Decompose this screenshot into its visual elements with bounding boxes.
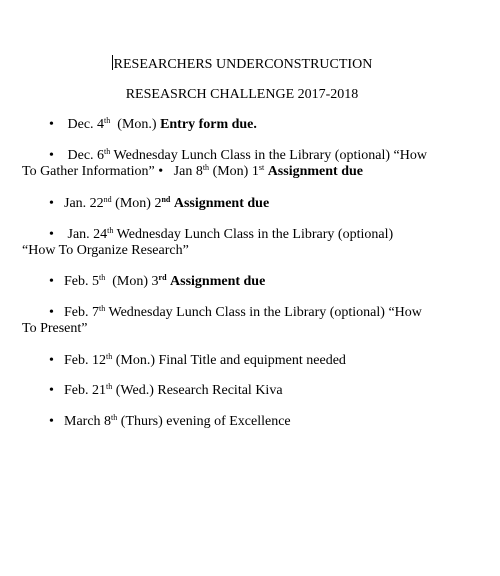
item-date: Dec. 6 [67,148,105,163]
date-suffix: th [107,226,114,235]
date-suffix: th [106,382,113,391]
item-date: Feb. 7 [64,305,99,320]
item-date: Jan. 22 [64,196,104,211]
item-text: Wednesday Lunch Class in the Library (optional) “How [108,305,422,320]
bullet: • [158,164,164,179]
list-item [49,274,459,290]
list-item [22,304,459,336]
bullet: • [49,414,54,429]
list-item [49,353,459,369]
item-text: (Mon.) Final Title and equipment needed [115,353,346,368]
item-continuation [22,243,189,259]
item-continuation [22,321,88,337]
document-subtitle: RESEASRCH CHALLENGE 2017-2018 [125,87,359,102]
item-text: Wednesday Lunch Class in the Library (optional) “How [113,148,427,163]
bullet: • [49,353,54,368]
ordinal-suffix: st [258,163,265,172]
bullet: • [49,305,54,320]
list-item [22,147,459,179]
item-day: (Mon) 2 [115,196,162,211]
item-date: Feb. 21 [64,383,106,398]
date-suffix: th [99,304,106,313]
item-text-line2: “How To Organize Research” [22,243,189,258]
title-text: RESEARCHERS UNDERCONSTRUCTION [113,57,373,72]
item-date: March 8 [64,414,112,429]
item-text-line2: To Gather Information” [22,164,155,179]
item-text-line2: To Present” [22,321,88,336]
item-date: Feb. 12 [64,353,106,368]
item-date: Jan 8 [173,164,203,179]
list-item [49,383,459,399]
item-continuation [22,164,363,180]
bullet: • [49,196,54,211]
document-title [0,55,492,73]
bullet: • [49,227,54,242]
date-suffix: th [104,147,111,156]
bullet: • [49,383,54,398]
item-text: (Thurs) evening of Excellence [120,414,291,429]
list-item [49,196,459,212]
item-text: (Wed.) Research Recital Kiva [115,383,283,398]
item-bold-text: Assignment due [173,196,270,211]
item-bold-text: Assignment due [267,164,363,179]
date-suffix: th [202,163,210,172]
item-date: Feb. 5 [64,274,99,289]
bullet: • [49,274,54,289]
item-day: (Mon) 1 [212,164,259,179]
item-day: (Mon.) [117,117,157,132]
item-bold-text: Entry form due. [160,117,257,132]
date-suffix: th [99,273,106,282]
text-cursor [112,55,113,70]
item-day: (Mon) 3 [112,274,159,289]
ordinal-suffix: nd [161,195,171,204]
date-suffix: th [106,352,113,361]
date-suffix: th [111,413,118,422]
date-suffix: nd [103,195,112,204]
bullet: • [49,148,54,163]
item-text: Wednesday Lunch Class in the Library (optional) [116,227,394,242]
item-bold-text: Assignment due [170,274,266,289]
date-suffix: th [104,116,111,125]
item-date: Jan. 24 [67,227,108,242]
bullet: • [49,117,54,132]
list-item [49,117,459,133]
item-date: Dec. 4 [67,117,105,132]
list-item [22,226,459,258]
list-item [49,414,459,430]
ordinal-suffix: rd [158,273,167,282]
